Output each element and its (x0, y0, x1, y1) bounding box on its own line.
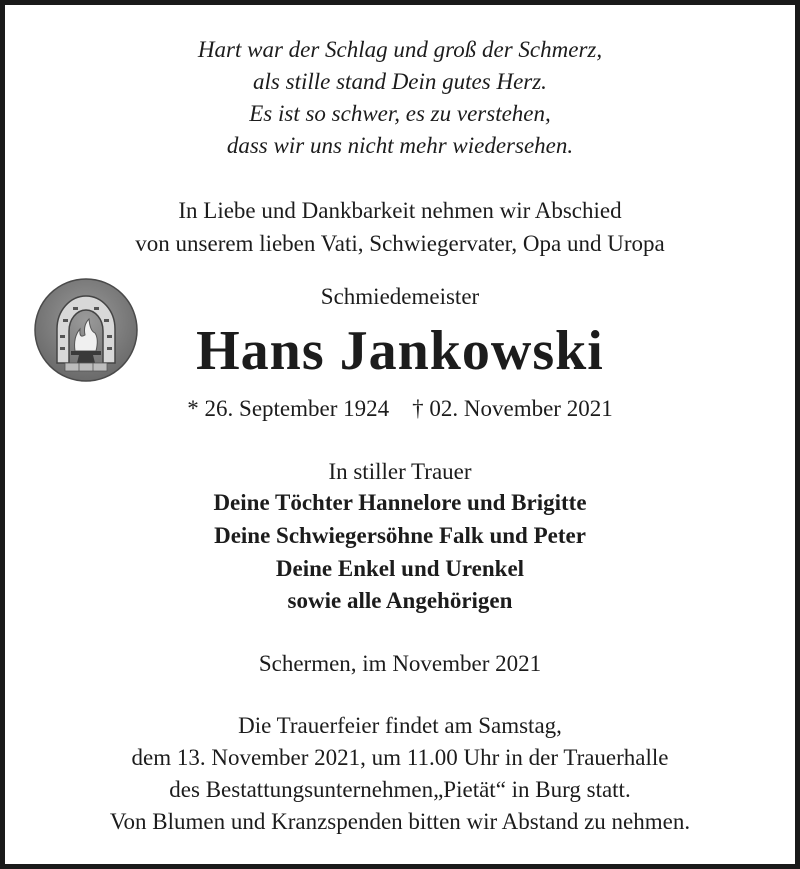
funeral-line: Die Trauerfeier findet am Samstag, (238, 713, 562, 738)
deceased-name: Hans Jankowski (196, 320, 604, 382)
farewell-line: von unserem lieben Vati, Schwiegervater, Opa und Uropa (135, 231, 665, 256)
poem-line: Es ist so schwer, es zu verstehen, (249, 101, 551, 126)
mourner-line: Deine Schwiegersöhne Falk und Peter (214, 523, 586, 548)
mourner-line: Deine Enkel und Urenkel (275, 556, 525, 581)
poem-line: dass wir uns nicht mehr wiedersehen. (226, 133, 574, 158)
funeral-line: Von Blumen und Kranzspenden bitten wir Abstand zu nehmen. (109, 809, 691, 834)
deceased-dates: * 26. September 1924 † 02. November 2021 (187, 396, 613, 421)
poem-line: Hart war der Schlag und groß der Schmerz, (197, 37, 603, 62)
poem-line: als stille stand Dein gutes Herz. (253, 69, 547, 94)
mourner-line: sowie alle Angehörigen (287, 588, 513, 613)
farewell-line: In Liebe und Dankbarkeit nehmen wir Abschied (178, 198, 622, 223)
funeral-line: des Bestattungsunternehmen„Pietät“ in Burg statt. (169, 777, 631, 802)
funeral-line: dem 13. November 2021, um 11.00 Uhr in der Trauerhalle (131, 745, 669, 770)
mourners-intro: In stiller Trauer (328, 459, 472, 484)
deceased-title: Schmiedemeister (320, 284, 480, 309)
mourner-line: Deine Töchter Hannelore und Brigitte (213, 490, 587, 515)
place-date: Schermen, im November 2021 (258, 651, 542, 676)
